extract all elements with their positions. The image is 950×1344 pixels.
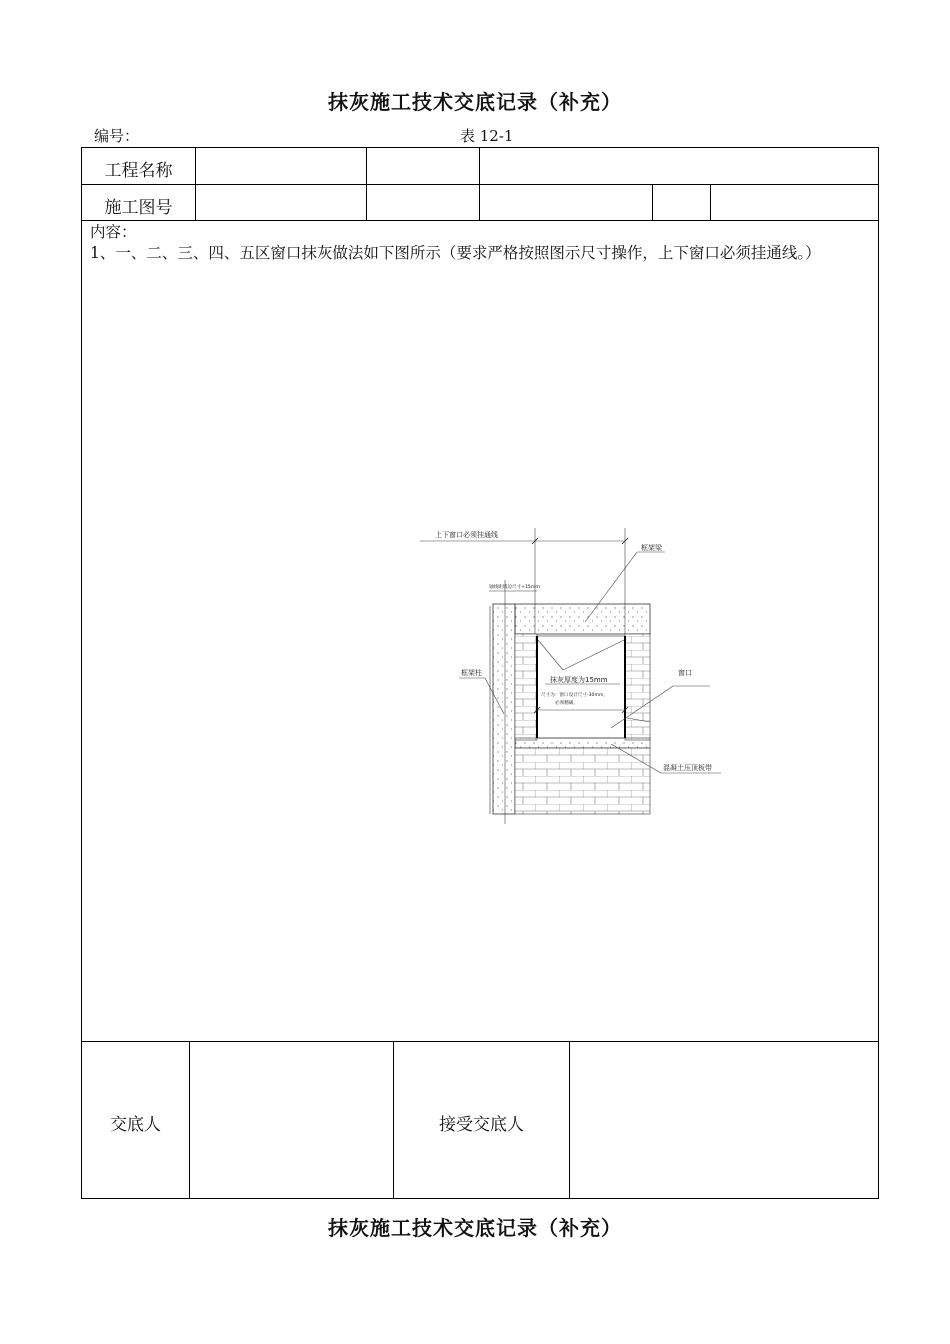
row-separator bbox=[81, 184, 879, 185]
table-border-bottom bbox=[81, 1198, 879, 1199]
page-title: 抹灰施工技术交底记录（补充） bbox=[328, 90, 622, 114]
brick-wall-lower bbox=[515, 748, 650, 814]
drawing-number-label: 施工图号 bbox=[104, 198, 173, 218]
label-axis-dimension: 轴线距墙边尺寸+15mm bbox=[489, 585, 540, 590]
frame-column bbox=[493, 604, 515, 814]
page-title-repeat: 抹灰施工技术交底记录（补充） bbox=[328, 1216, 622, 1240]
column-separator bbox=[710, 184, 711, 220]
content-text: 1、一、二、三、四、五区窗口抹灰做法如下图所示（要求严格按照图示尺寸操作，上下窗口必须挂通线。） bbox=[90, 244, 821, 262]
label-frame-column: 框架柱 bbox=[461, 669, 482, 677]
receiver-label: 接受交底人 bbox=[439, 1115, 524, 1135]
label-plaster-thickness: 抹灰厚度为15mm bbox=[550, 676, 608, 684]
column-separator bbox=[652, 184, 653, 220]
frame-beam bbox=[515, 604, 650, 634]
sill-band bbox=[515, 738, 650, 748]
content-label: 内容： bbox=[90, 223, 137, 241]
column-separator bbox=[366, 147, 367, 220]
row-separator bbox=[81, 220, 879, 221]
column-separator bbox=[189, 1041, 190, 1199]
brick-wall-left bbox=[515, 634, 537, 740]
window-opening bbox=[537, 636, 625, 738]
column-separator bbox=[479, 147, 480, 220]
label-sill-band: 混凝土压顶板带 bbox=[663, 764, 712, 772]
label-top-line: 上下窗口必须挂通线 bbox=[435, 531, 498, 539]
project-name-label: 工程名称 bbox=[104, 161, 173, 181]
table-border-top bbox=[81, 147, 879, 148]
brick-wall-right bbox=[625, 634, 650, 740]
row-separator bbox=[81, 1041, 879, 1042]
column-separator bbox=[569, 1041, 570, 1199]
column-separator bbox=[195, 147, 196, 220]
label-frame-beam: 框架梁 bbox=[641, 544, 662, 552]
code-label: 编号： bbox=[94, 127, 140, 145]
label-size-note-2: 必须精确。 bbox=[555, 701, 578, 706]
table-number: 表 12-1 bbox=[460, 127, 514, 145]
label-size-note-1: 尺寸为：窗口设计尺寸-30mm， bbox=[541, 693, 608, 698]
label-window: 窗口 bbox=[678, 669, 692, 677]
window-plaster-diagram bbox=[415, 524, 735, 824]
presenter-label: 交底人 bbox=[110, 1115, 161, 1135]
